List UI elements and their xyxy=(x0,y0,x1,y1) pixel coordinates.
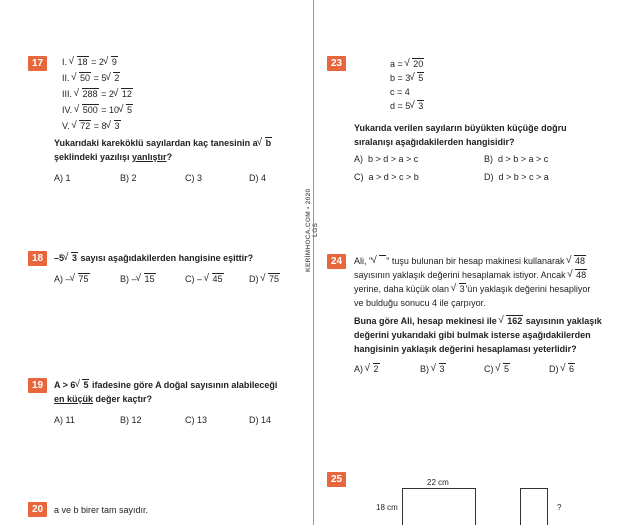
q17-option-b[interactable]: B) 2 xyxy=(120,173,137,183)
q25-second-shape xyxy=(520,488,548,525)
q24-option-d[interactable]: D) √ 6 xyxy=(549,364,575,374)
question-number-19: 19 xyxy=(28,378,47,393)
q25-rectangle-diagram xyxy=(402,488,476,525)
sqrt-key-icon xyxy=(373,256,386,266)
q23-option-d[interactable]: D) d > b > c > a xyxy=(484,172,549,182)
q17-option-d[interactable]: D) 4 xyxy=(249,173,267,183)
q19-question-line2: en küçük değer kaçtır? xyxy=(54,394,153,404)
q17-question-line2: şeklindeki yazılışı yanlıştır? xyxy=(54,152,173,162)
question-number-17: 17 xyxy=(28,56,47,71)
q23-option-b[interactable]: B) d > b > a > c xyxy=(484,154,549,164)
item-label: III. xyxy=(62,89,73,99)
q19-question-line1: A > 6√ 5 ifadesine göre A doğal sayısının alabileceği xyxy=(54,380,277,390)
q23-def-c: c = 4 xyxy=(390,87,410,97)
q25-right-label: ? xyxy=(557,503,562,512)
q23-option-c[interactable]: C) a > d > c > b xyxy=(354,172,419,182)
q19-option-b[interactable]: B) 12 xyxy=(120,415,142,425)
q24-p1-line2: sayısının yaklaşık değerini hesaplamak istiyor. Ancak √ 48 xyxy=(354,270,587,280)
q24-p1-line3: yerine, daha küçük olan √ 3'ün yaklaşık değerini hesapliyor xyxy=(354,284,590,294)
q17-item-4: IV. √ 500 = 10√ 5 xyxy=(62,105,133,115)
q24-option-a[interactable]: A) √ 2 xyxy=(354,364,380,374)
watermark: KERİMHOCA.COM • 2020 LGS xyxy=(305,188,319,272)
item-label: II. xyxy=(62,73,70,83)
q23-option-a[interactable]: A) b > d > a > c xyxy=(354,154,419,164)
item-label: I. xyxy=(62,57,68,67)
q20-question: a ve b birer tam sayıdır. xyxy=(54,505,149,515)
q23-def-b: b = 3√ 5 xyxy=(390,73,424,83)
q25-left-label: 18 cm xyxy=(376,503,398,512)
q19-option-a[interactable]: A) 11 xyxy=(54,415,75,425)
question-number-23: 23 xyxy=(327,56,346,71)
q17-item-2: II. √ 50 = 5√ 2 xyxy=(62,73,120,83)
q18-option-c[interactable]: C) – √ 45 xyxy=(185,274,224,284)
q23-question-line2: sıralanışı aşağıdakilerden hangisidir? xyxy=(354,137,515,147)
q18-question: –5√ 3 sayısı aşağıdakilerden hangisine eşittir? xyxy=(54,253,253,263)
q24-p1-line1: Ali, "√ " tuşu bulunan bir hesap makinesi kullanarak √ 48 xyxy=(354,256,586,266)
q24-p2-line1: Buna göre Ali, hesap mekinesi ile √ 162 sayısının yaklaşık xyxy=(354,316,602,326)
q17-option-a[interactable]: A) 1 xyxy=(54,173,71,183)
q17-option-c[interactable]: C) 3 xyxy=(185,173,203,183)
q24-p1-line4: ve bulduğu sonucu 4 ile çarpıyor. xyxy=(354,298,486,308)
question-number-18: 18 xyxy=(28,251,47,266)
q23-def-a: a = √ 20 xyxy=(390,59,424,69)
q18-option-b[interactable]: B) –√ 15 xyxy=(120,274,156,284)
question-number-25: 25 xyxy=(327,472,346,487)
q24-p2-line3: hangisinin yaklaşık değerini hesaplaması yeterlidir? xyxy=(354,344,577,354)
question-number-20: 20 xyxy=(28,502,47,517)
q24-option-c[interactable]: C) √ 5 xyxy=(484,364,510,374)
q25-top-label: 22 cm xyxy=(427,478,449,487)
q17-item-1: I. √ 18 = 2√ 9 xyxy=(62,57,118,67)
q24-option-b[interactable]: B) √ 3 xyxy=(420,364,446,374)
q17-item-5: V. √ 72 = 8√ 3 xyxy=(62,121,121,131)
q23-def-d: d = 5√ 3 xyxy=(390,101,424,111)
question-number-24: 24 xyxy=(327,254,346,269)
item-label: V. xyxy=(62,121,70,131)
item-label: IV. xyxy=(62,105,73,115)
q23-question-line1: Yukarıda verilen sayıların büyükten küçüğe doğru xyxy=(354,123,567,133)
q18-option-d[interactable]: D) √ 75 xyxy=(249,274,280,284)
q24-p2-line2: değerini yukarıdaki gibi bulmak isterse aşağıdakilerden xyxy=(354,330,591,340)
q17-item-3: III. √ 288 = 2√ 12 xyxy=(62,89,133,99)
q18-option-a[interactable]: A) –√ 75 xyxy=(54,274,90,284)
q19-option-d[interactable]: D) 14 xyxy=(249,415,272,425)
q19-option-c[interactable]: C) 13 xyxy=(185,415,208,425)
q17-question-line1: Yukarıdaki kareköklü sayılardan kaç tanesinin a√ b xyxy=(54,138,272,148)
